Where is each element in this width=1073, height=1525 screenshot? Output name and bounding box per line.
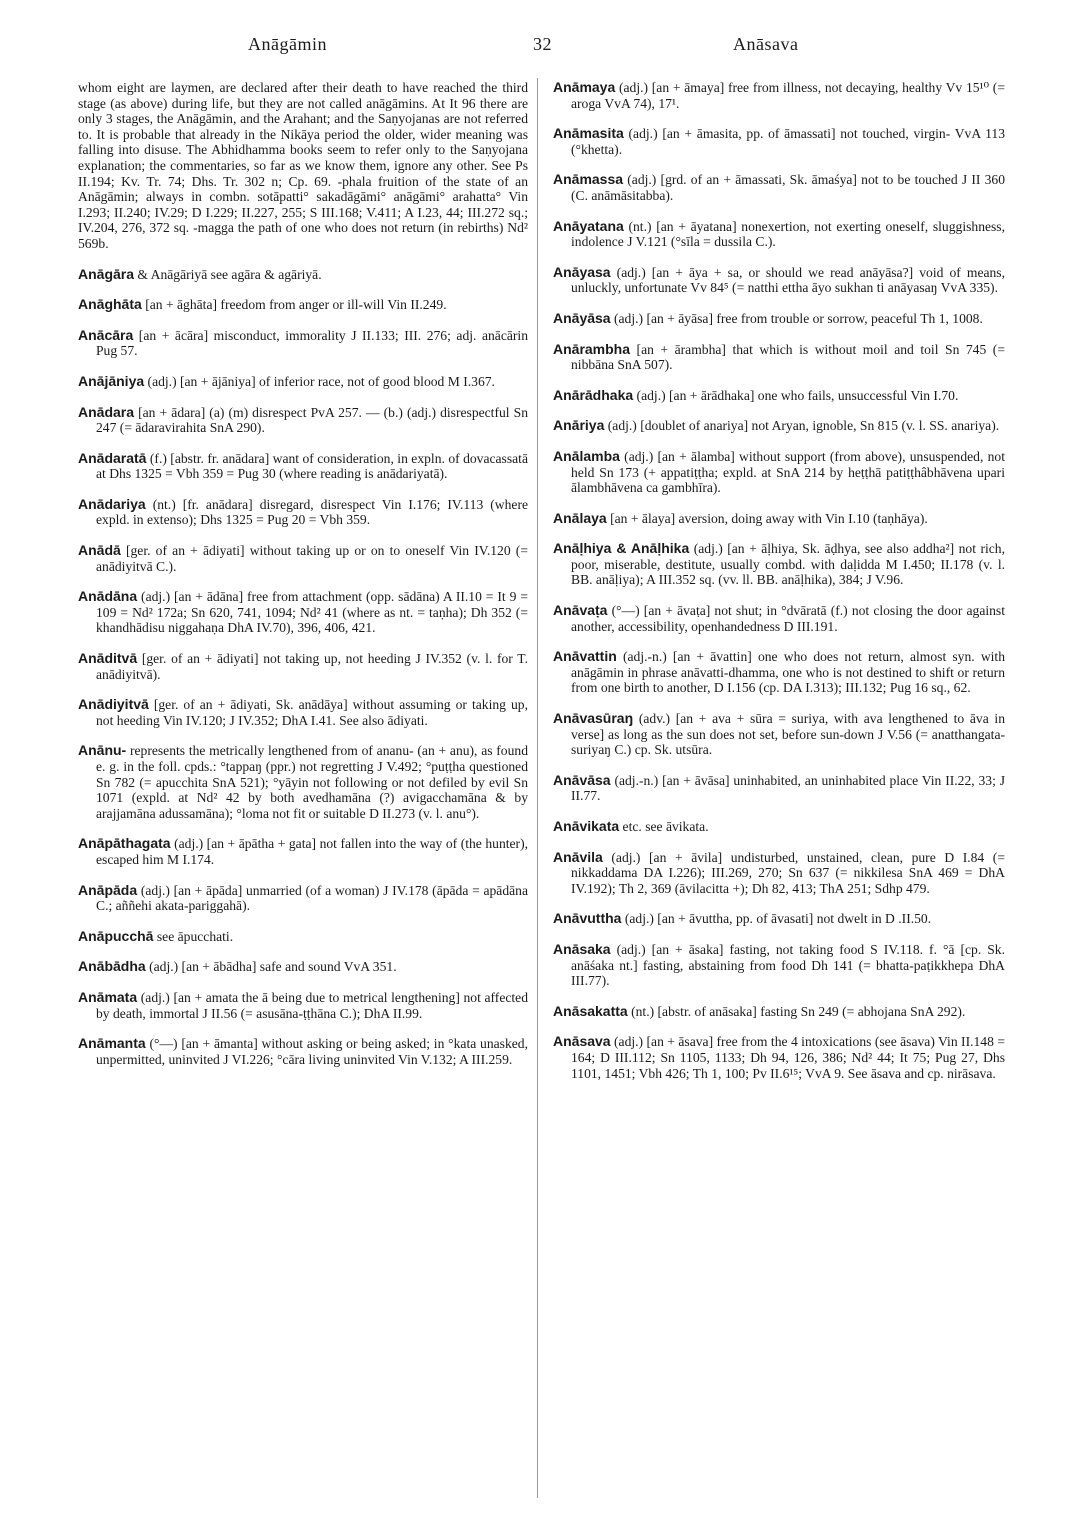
entry-headword: Anāsakatta [553, 1002, 628, 1019]
header-left-guideword: Anāgāmin [248, 34, 327, 54]
entry-definition: (adj.) [an + āmasita, pp. of āmassati] not touched, virgin- VvA 113 (°khetta). [571, 126, 1005, 157]
entry-headword: Anāsava [553, 1033, 611, 1050]
dictionary-entry [553, 603, 1005, 634]
entry-definition: (°—) [an + āvaṭa] not shut; in °dvāratā (f.) not closing the door against another, accessibility, openhandedness D III.191. [571, 603, 1005, 634]
entry-definition: (adj.) [an + āvila] undisturbed, unstained, clean, pure D I.84 (= nikkaddama DA I.226); III.269, 270; Sn 637 (= nikkilesa SnA 469 = DhA IV.192); Th 2, 369 (āvilacitta +); Dh 82, 413; ThA 251; Sdhp 479. [571, 849, 1005, 896]
entry-definition: (adj.) [an + āsaka] fasting, not taking food S IV.118. f. °ā [cp. Sk. anāśaka nt.] fasting, abstaining from food Dh 141 (= bhatta-paṭikkhepa DhA III.77). [571, 941, 1005, 989]
column-divider [537, 78, 538, 1498]
entry-definition: (adj.) [an + āḷhiya, Sk. āḍhya, see also addha²] not rich, poor, miserable, destitute, usually combd. with daḷidda M I.450; II.178 (v. l. BB. anāḷiya); A III.352 sq. (vv. ll. BB. anāḷhika), 384; J V.96. [571, 541, 1005, 588]
entry-headword: Anāmanta [78, 1035, 146, 1052]
entry-definition: [ger. of an + ādiyati] without taking up or on to oneself Vin IV.120 (= anādiyitvā C.). [96, 543, 528, 574]
entry-definition: represents the metrically lengthened from of ananu- (an + anu), as found e. g. in the foll. cpds.: °tappaŋ (ppr.) not regretting J V.492; °puṭṭha questioned Sn 782 (= apucchita SnA 521); °yāyin not following or not defiled by evil Sn 1071 (expld. at Nd² 42 by both avedhamāna (?) avigacchamāna & by arajjamāna adussamāna); °loma not fit or suitable D II.273 (v. l. anu°). [96, 743, 528, 821]
entry-headword: Anāyatana [553, 217, 624, 234]
dictionary-entry [78, 883, 528, 914]
entry-definition: (adj.) [an + āya + sa, or should we read anāyāsa?] void of means, unluckly, unfortunate Vv 84⁵ (= natthi ettha āyo sukhan ti anāyasaŋ VvA 335). [571, 264, 1005, 296]
entry-definition: (adj.) [an + āvuttha, pp. of āvasati] not dwelt in D .II.50. [621, 911, 932, 927]
entry-definition: (adj.) [an + āpātha + gata] not fallen into the way of (the hunter), escaped him M I.174. [96, 836, 528, 867]
page-number: 32 [533, 34, 552, 54]
dictionary-entry [78, 990, 528, 1021]
dictionary-entry [78, 1036, 528, 1067]
dictionary-entry [553, 311, 1005, 327]
entry-headword: Anāriya [553, 417, 605, 434]
entry-definition: [an + ādara] (a) (m) disrespect PvA 257. — (b.) (adj.) disrespectful Sn 247 (= ādaravirahita SnA 290). [96, 404, 528, 436]
entry-definition: whom eight are laymen, are declared after their death to have reached the third stage (as above) during life, but they are not called anāgāmins. At It 96 there are only 3 stages, the Anāgāmin, and the Arahant; and the Saṇyojanas are not referred to. It is probable that already in the Nikāya period the older, wider meaning was falling into disuse. The Abhidhamma books seem to refer only to the Saṇyojana explanation; the commentaries, so far as we know them, ignore any other. See Ps II.194; Kv. Tr. 74; Dhs. Tr. 302 n; Cp. 69. -phala fruition of the state of an Anāgāmin; always in combn. sotāpatti° sakadāgāmi° anāgāmi° arahatta° Vin I.293; II.240; IV.29; D I.229; II.227, 255; S III.168; V.411; A I.23, 44; III.272 sq.; IV.204, 276, 372 sq. -magga the path of one who does not return (in rebirths) Nd² 569b. [78, 80, 528, 251]
entry-headword: Anāvaṭa [553, 602, 608, 619]
entry-headword: Anāvikata [553, 818, 620, 834]
entry-headword: Anārādhaka [553, 386, 634, 403]
dictionary-entry [78, 697, 528, 728]
dictionary-entry [78, 451, 528, 482]
entry-definition: (nt.) [an + āyatana] nonexertion, not exerting oneself, sluggishness, indolence J V.121 (°sīla = dussila C.). [571, 218, 1005, 250]
entry-definition: (adj.) [an + amata the ā being due to metrical lengthening] not affected by death, immortal J II.56 (= asusāna-ṭṭhāna C.); DhA II.99. [96, 989, 528, 1021]
entry-definition: [ger. of an + ādiyati, Sk. anādāya] without assuming or taking up, not heeding Vin IV.120; J IV.352; DhA I.41. See also ādiyati. [96, 697, 528, 728]
dictionary-entry [553, 126, 1005, 157]
entry-definition: (adj.) [an + ādāna] free from attachment (opp. sādāna) A II.10 = It 9 = 109 = Nd² 172a; Sn 620, 741, 1094; Nd² 41 (where as nt. = taṇha); Dh 352 (= khandhādisu niggahaṇa DhA IV.70), 396, 406, 421. [96, 589, 528, 636]
entry-headword: Anājāniya [78, 372, 145, 389]
dictionary-entry [553, 711, 1005, 758]
entry-headword: Anāmasita [553, 125, 624, 142]
entry-headword: Anālamba [553, 447, 620, 464]
dictionary-entry [78, 267, 528, 283]
entry-headword: Anāyāsa [553, 309, 611, 326]
entry-headword: Anādā [78, 542, 121, 559]
entry-headword: Anāmaya [553, 79, 616, 95]
dictionary-entry [553, 511, 1005, 527]
dictionary-entry [78, 543, 528, 574]
entry-headword: Anādāna [78, 588, 138, 605]
dictionary-entry [78, 959, 528, 975]
entry-definition: (adj.) [an + āsava] free from the 4 intoxications (see āsava) Vin II.148 = 164; D III.112; Sn 1105, 1133; Dh 94, 126, 386; Nd² 44; It 75; Pug 27, Dhs 1101, 1451; Vbh 426; Th 1, 100; Pv II.6¹⁵; VvA 9. See āsava and cp. nirāsava. [571, 1034, 1005, 1081]
entry-definition: (adj.) [doublet of anariya] not Aryan, ignoble, Sn 815 (v. l. SS. anariya). [604, 418, 1000, 434]
entry-headword: Anāvasūraŋ [553, 710, 634, 727]
dictionary-entry [553, 850, 1005, 897]
entry-headword: Anāpāthagata [78, 835, 171, 852]
entry-definition: etc. see āvikata. [619, 819, 709, 834]
dictionary-entry [78, 80, 528, 252]
dictionary-entry [553, 219, 1005, 250]
entry-definition: (adj.) [an + ālamba] without support (from above), unsuspended, not held Sn 173 (+ appatiṭṭha; expld. at SnA 214 by heṭṭhā patiṭṭhâbhāvena upari ālambhāvena ca gambhīra). [571, 448, 1005, 496]
entry-definition: (adj.-n.) [an + āvattin] one who does not return, almost syn. with anāgāmin in phrase anāvatti-dhamma, one who is not destined to shift or return from one birth to another, D I.156 (cp. DA I.313); III.132; Pug 16 sq., 62. [571, 649, 1005, 696]
entry-definition: [an + āghāta] freedom from anger or ill-will Vin II.249. [141, 297, 447, 313]
dictionary-entry [553, 449, 1005, 496]
entry-headword: Anālaya [553, 509, 607, 526]
dictionary-entry [553, 418, 1005, 434]
page-header [78, 34, 1038, 64]
dictionary-entry [78, 497, 528, 528]
entry-definition: (adj.) [an + āyāsa] free from trouble or sorrow, peaceful Th 1, 1008. [610, 310, 983, 326]
dictionary-entry [78, 651, 528, 682]
dictionary-entry [78, 405, 528, 436]
entry-definition: [an + ārambha] that which is without moil and toil Sn 745 (= nibbāna SnA 507). [571, 341, 1005, 373]
left-column [78, 80, 528, 1082]
entry-headword: Anāgāra [78, 265, 135, 282]
dictionary-entry [78, 297, 528, 313]
entry-headword: Anāmassa [553, 171, 624, 188]
entry-definition: [ger. of an + ādiyati] not taking up, not heeding J IV.352 (v. l. for T. anādiyitvā). [96, 651, 528, 682]
entry-headword: Anānu- [78, 742, 127, 759]
entry-definition: (adj.) [an + āmaya] free from illness, not decaying, healthy Vv 15¹⁰ (= aroga VvA 74), 17¹. [571, 80, 1005, 111]
entry-definition: (nt.) [abstr. of anāsaka] fasting Sn 249 (= abhojana SnA 292). [627, 1003, 966, 1019]
entry-headword: Anāpāda [78, 881, 138, 898]
entry-definition: (°—) [an + āmanta] without asking or being asked; in °kata unasked, unpermitted, uninvited J VI.226; °cāra living uninvited Vin V.132; A III.259. [96, 1036, 528, 1067]
dictionary-entry [553, 819, 1005, 835]
dictionary-entry [78, 374, 528, 390]
entry-headword: Anāvattin [553, 648, 617, 665]
entry-headword: Anāpucchā [78, 927, 154, 944]
entry-definition: & Anāgāriyā see agāra & agāriyā. [134, 266, 322, 282]
dictionary-entry [78, 929, 528, 945]
entry-headword: Anābādha [78, 958, 146, 975]
entry-headword: Anāmata [78, 988, 138, 1005]
entry-headword: Anādiyitvā [78, 696, 149, 713]
right-column [553, 80, 1005, 1096]
dictionary-entry [553, 911, 1005, 927]
entry-headword: Anārambha [553, 340, 631, 357]
header-right-guideword: Anāsava [733, 34, 799, 54]
dictionary-entry [78, 328, 528, 359]
dictionary-entry [553, 388, 1005, 404]
entry-headword: Anāvila [553, 848, 603, 865]
entry-headword: Anādariya [78, 495, 146, 512]
dictionary-entry [553, 1034, 1005, 1081]
entry-headword: Anācāra [78, 326, 134, 343]
entry-definition: [an + ālaya] aversion, doing away with Vin I.10 (taṇhāya). [606, 510, 928, 526]
dictionary-entry [553, 649, 1005, 696]
entry-definition: (f.) [abstr. fr. anādara] want of consideration, in expln. of dovacassatā at Dhs 1325 = Vbh 359 = Pug 30 (where reading is anādariyatā). [96, 450, 528, 482]
entry-headword: Anāyasa [553, 263, 611, 280]
entry-definition: (adj.) [an + ārādhaka] one who fails, unsuccessful Vin I.70. [633, 387, 959, 403]
entry-headword: Anāvāsa [553, 771, 611, 788]
entry-definition: (adj.-n.) [an + āvāsa] uninhabited, an uninhabited place Vin II.22, 33; J II.77. [571, 772, 1005, 804]
dictionary-entry [78, 836, 528, 867]
dictionary-entry [78, 589, 528, 636]
entry-definition: (adv.) [an + ava + sūra = suriya, with ava lengthened to āva in verse] as long as the sun does not set, before sun-down J V.56 (= anatthangata-suriyaŋ C.) cp. Sk. utsūra. [571, 711, 1005, 758]
entry-headword: Anāghāta [78, 296, 142, 313]
dictionary-entry [553, 541, 1005, 588]
entry-headword: Anādaratā [78, 449, 147, 466]
dictionary-entry [553, 342, 1005, 373]
dictionary-entry [553, 80, 1005, 111]
entry-headword: Anāvuttha [553, 910, 622, 927]
entry-definition: [an + ācāra] misconduct, immorality J II.133; III. 276; adj. anācārin Pug 57. [96, 327, 528, 359]
dictionary-entry [553, 265, 1005, 296]
entry-definition: (adj.) [an + ājāniya] of inferior race, not of good blood M I.367. [144, 373, 495, 389]
dictionary-entry [553, 172, 1005, 203]
entry-definition: see āpucchati. [153, 928, 234, 944]
dictionary-entry [553, 773, 1005, 804]
entry-definition: (adj.) [grd. of an + āmassati, Sk. āmaśya] not to be touched J II 360 (C. anāmāsitabba). [571, 172, 1005, 203]
dictionary-entry [553, 1004, 1005, 1020]
entry-headword: Anāḷhiya & Anāḷhika [553, 540, 690, 557]
entry-definition: (adj.) [an + ābādha] safe and sound VvA 351. [145, 959, 397, 975]
dictionary-entry [553, 942, 1005, 989]
entry-headword: Anāsaka [553, 940, 611, 957]
entry-definition: (adj.) [an + āpāda] unmarried (of a woman) J IV.178 (āpāda = apādāna C.; aññehi akata-pariggahā). [96, 882, 528, 914]
dictionary-entry [78, 743, 528, 821]
entry-headword: Anāditvā [78, 650, 138, 667]
entry-headword: Anādara [78, 403, 135, 420]
entry-definition: (nt.) [fr. anādara] disregard, disrespect Vin I.176; IV.113 (where expld. in extenso); Dhs 1325 = Pug 20 = Vbh 359. [96, 496, 528, 528]
